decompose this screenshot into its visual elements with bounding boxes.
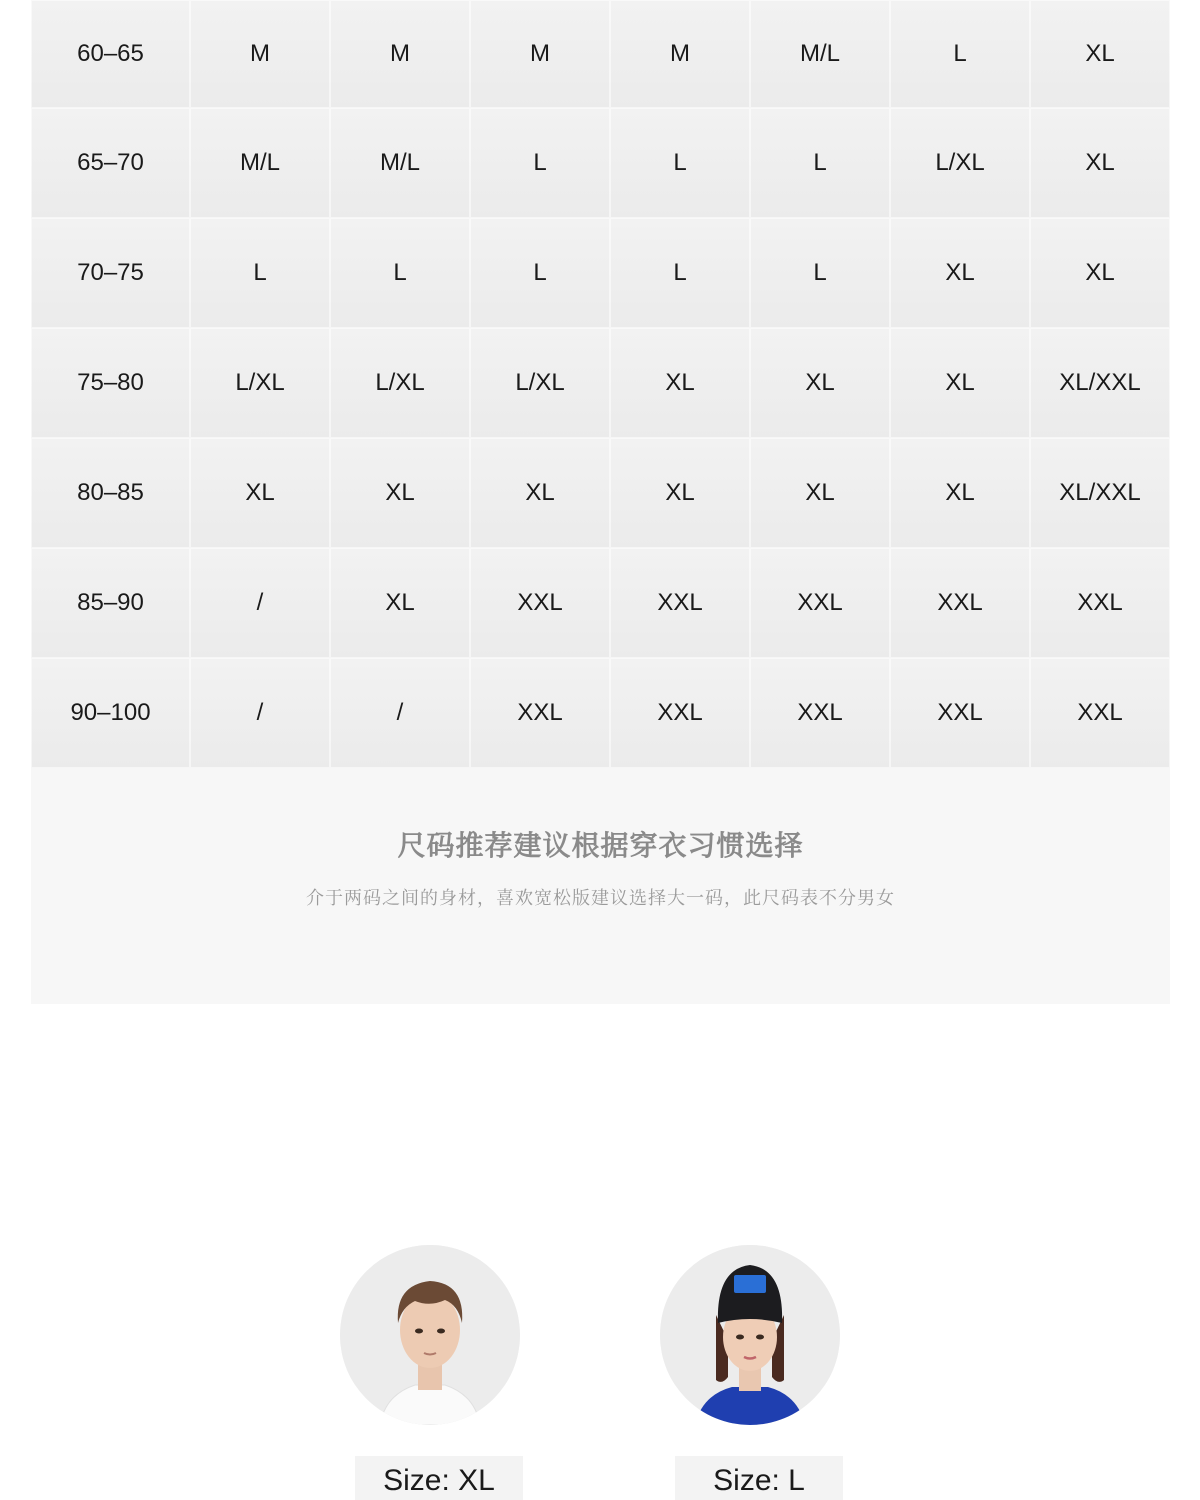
female-model-illustration bbox=[660, 1245, 840, 1425]
model-card-female bbox=[660, 1245, 840, 1495]
size-cell: L/XL bbox=[890, 108, 1030, 218]
size-cell: XL bbox=[1030, 0, 1170, 108]
size-cell: L bbox=[470, 218, 610, 328]
weight-cell: 80–85 bbox=[31, 438, 190, 548]
table-row bbox=[31, 218, 1170, 328]
weight-cell: 90–100 bbox=[31, 658, 190, 768]
weight-cell: 85–90 bbox=[31, 548, 190, 658]
size-note bbox=[31, 768, 1170, 1004]
size-cell: XL bbox=[610, 438, 750, 548]
size-cell: XL bbox=[330, 438, 470, 548]
table-row bbox=[31, 108, 1170, 218]
size-cell: XXL bbox=[610, 658, 750, 768]
size-cell: XXL bbox=[1030, 548, 1170, 658]
size-cell: L bbox=[610, 218, 750, 328]
size-cell: XL bbox=[890, 438, 1030, 548]
size-cell: XXL bbox=[890, 548, 1030, 658]
size-cell: L bbox=[610, 108, 750, 218]
table-row bbox=[31, 328, 1170, 438]
size-cell: M/L bbox=[190, 108, 330, 218]
model-card-male bbox=[340, 1245, 520, 1495]
size-cell: XL bbox=[750, 438, 890, 548]
note-subtitle: 介于两码之间的身材，喜欢宽松版建议选择大一码，此尺码表不分男女 bbox=[306, 888, 895, 909]
size-tag-female: Size: L bbox=[675, 1456, 843, 1500]
size-cell: XXL bbox=[1030, 658, 1170, 768]
size-cell: L bbox=[190, 218, 330, 328]
size-cell: XXL bbox=[890, 658, 1030, 768]
size-cell: M bbox=[470, 0, 610, 108]
weight-cell: 75–80 bbox=[31, 328, 190, 438]
table-row bbox=[31, 0, 1170, 108]
size-cell: XL bbox=[1030, 108, 1170, 218]
size-cell: L bbox=[750, 218, 890, 328]
table-row bbox=[31, 658, 1170, 768]
note-title: 尺码推荐建议根据穿衣习惯选择 bbox=[397, 829, 804, 862]
size-cell: M/L bbox=[750, 0, 890, 108]
size-cell: L bbox=[470, 108, 610, 218]
size-cell: XXL bbox=[750, 548, 890, 658]
size-cell: XL bbox=[470, 438, 610, 548]
weight-cell: 60–65 bbox=[31, 0, 190, 108]
size-cell: L bbox=[330, 218, 470, 328]
size-table bbox=[31, 0, 1170, 768]
size-cell: XL bbox=[190, 438, 330, 548]
model-photo-female bbox=[660, 1245, 840, 1425]
size-cell: XL bbox=[330, 548, 470, 658]
size-cell: XL/XXL bbox=[1030, 328, 1170, 438]
size-cell: M bbox=[190, 0, 330, 108]
size-cell: / bbox=[330, 658, 470, 768]
size-cell: XL bbox=[890, 328, 1030, 438]
size-cell: XL bbox=[610, 328, 750, 438]
table-row bbox=[31, 548, 1170, 658]
size-cell: M bbox=[610, 0, 750, 108]
size-cell: L bbox=[750, 108, 890, 218]
size-tag-male: Size: XL bbox=[355, 1456, 523, 1500]
size-cell: XL bbox=[750, 328, 890, 438]
size-cell: L/XL bbox=[330, 328, 470, 438]
size-cell: XL bbox=[890, 218, 1030, 328]
size-cell: L bbox=[890, 0, 1030, 108]
size-cell: / bbox=[190, 548, 330, 658]
male-model-illustration bbox=[340, 1245, 520, 1425]
weight-cell: 65–70 bbox=[31, 108, 190, 218]
size-cell: L/XL bbox=[190, 328, 330, 438]
table-row bbox=[31, 438, 1170, 548]
size-cell: XXL bbox=[470, 658, 610, 768]
size-cell: M bbox=[330, 0, 470, 108]
size-cell: XXL bbox=[610, 548, 750, 658]
model-photo-male bbox=[340, 1245, 520, 1425]
size-cell: M/L bbox=[330, 108, 470, 218]
size-cell: / bbox=[190, 658, 330, 768]
size-cell: XXL bbox=[750, 658, 890, 768]
weight-cell: 70–75 bbox=[31, 218, 190, 328]
size-cell: L/XL bbox=[470, 328, 610, 438]
size-cell: XL/XXL bbox=[1030, 438, 1170, 548]
size-cell: XL bbox=[1030, 218, 1170, 328]
size-cell: XXL bbox=[470, 548, 610, 658]
